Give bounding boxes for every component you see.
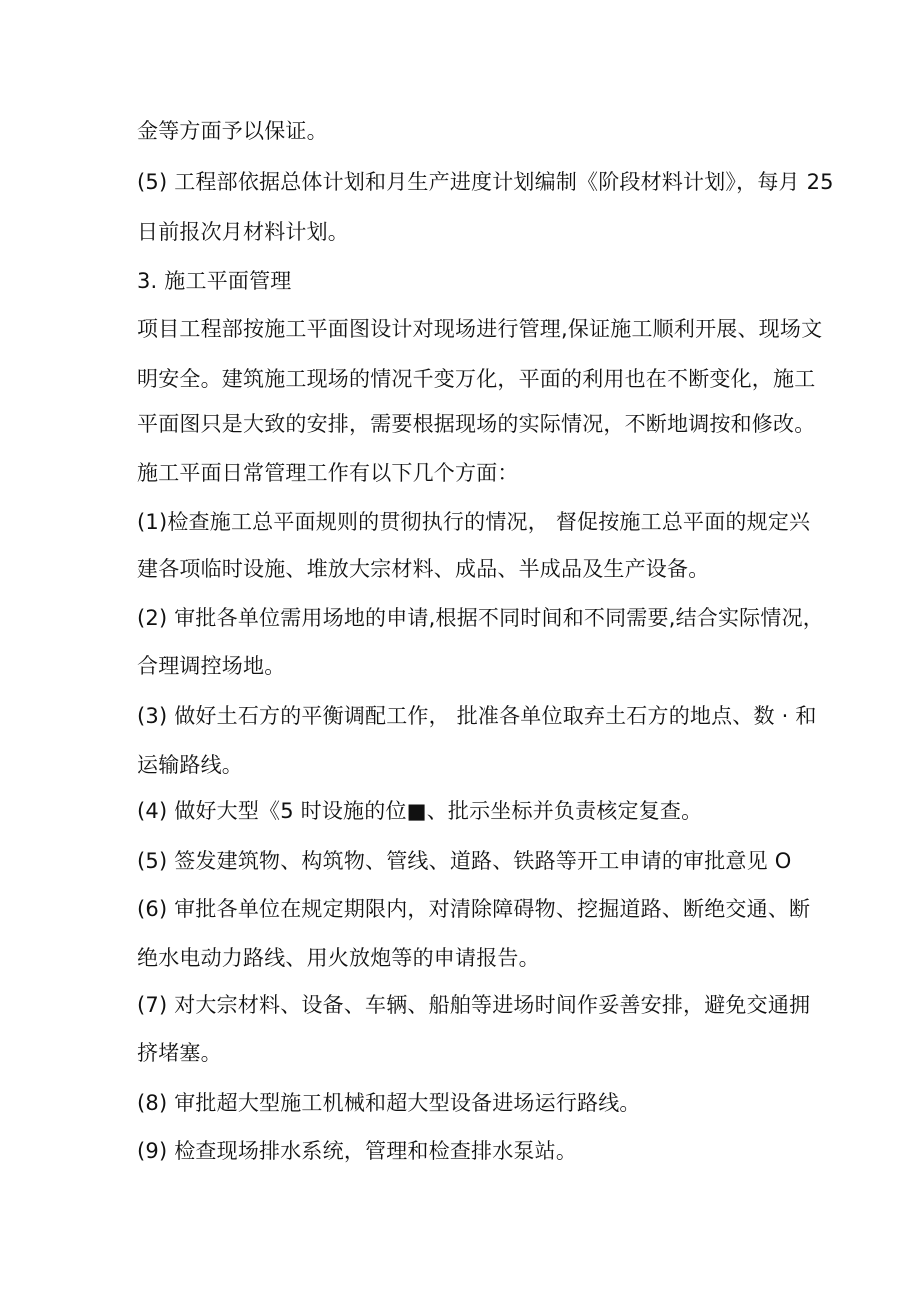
- list-item: (1)检查施工总平面规则的贯彻执行的情况， 督促按施工总平面的规定兴: [137, 510, 811, 534]
- text-line: (5) 工程部依据总体计划和月生产进度计划编制《阶段材料计划》，每月 25: [137, 170, 834, 194]
- text-line: 平面图只是大致的安排，需要根据现场的实际情况，不断地调按和修改。: [137, 412, 816, 436]
- text-line: 施工平面日常管理工作有以下几个方面：: [137, 461, 519, 485]
- text-line: 金等方面予以保证。: [137, 119, 328, 143]
- text-line: 建各项临时设施、堆放大宗材料、成品、半成品及生产设备。: [137, 557, 710, 581]
- text-line: 挤堵塞。: [137, 1041, 222, 1065]
- text-line: 日前报次月材料计划。: [137, 220, 349, 244]
- list-item: (7) 对大宗材料、设备、车辆、船舶等进场时间作妥善安排，避免交通拥: [137, 993, 811, 1017]
- list-item: (2) 审批各单位需用场地的申请,根据不同时间和不同需要,结合实际情况，: [137, 606, 824, 630]
- list-item: (5) 签发建筑物、构筑物、管线、道路、铁路等开工申请的审批意见 O: [137, 849, 792, 873]
- section-heading: 3. 施工平面管理: [137, 269, 292, 293]
- list-item: (3) 做好土石方的平衡调配工作， 批准各单位取弃土石方的地点、数 · 和: [137, 704, 817, 728]
- text-line: 绝水电动力路线、用火放炮等的申请报告。: [137, 946, 540, 970]
- text-line: 合理调控场地。: [137, 654, 286, 678]
- text-line: 明安全。建筑施工现场的情况千变万化，平面的利用也在不断变化，施工: [137, 367, 816, 391]
- text-line: 项目工程部按施工平面图设计对现场进行管理,保证施工顺利开展、现场文: [137, 317, 823, 341]
- list-item: (4) 做好大型《5 时设施的位■、批示坐标并负责核定复查。: [137, 799, 703, 823]
- list-item: (6) 审批各单位在规定期限内，对清除障碍物、挖掘道路、断绝交通、断: [137, 897, 811, 921]
- text-line: 运输路线。: [137, 753, 243, 777]
- list-item: (9) 检查现场排水系统，管理和检查排水泵站。: [137, 1139, 578, 1163]
- list-item: (8) 审批超大型施工机械和超大型设备进场运行路线。: [137, 1091, 641, 1115]
